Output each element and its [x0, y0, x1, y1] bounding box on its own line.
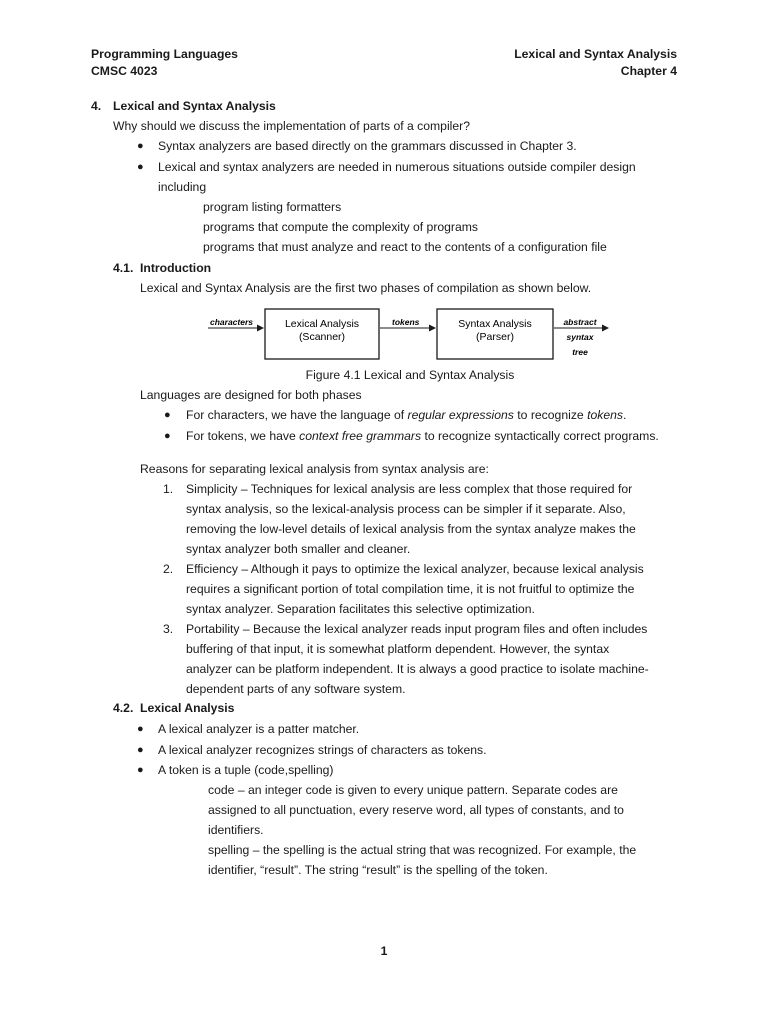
header-course-code: CMSC 4023: [91, 64, 158, 78]
phase-bullet-emphasis: tokens: [587, 408, 623, 422]
header-chapter: Chapter 4: [620, 64, 677, 78]
phase-bullet-tokens: [186, 429, 659, 444]
phase-bullet-text: .: [623, 408, 627, 422]
reason-line: syntax analysis, so the lexical-analysis process can be simpler if it separate. Also,: [186, 502, 626, 516]
token-detail-line: assigned to all punctuation, every reserve word, all types of constants, and to: [208, 803, 624, 817]
phase-bullet-text: For tokens, we have: [186, 429, 300, 443]
intro-text: Lexical and Syntax Analysis are the first two phases of compilation as shown below.: [140, 281, 592, 295]
bullet-text: Lexical and syntax analyzers are needed in numerous situations outside compiler design: [158, 160, 636, 174]
phase-bullet-text: For characters, we have the language of: [186, 408, 408, 422]
header-course-title: Programming Languages: [91, 47, 238, 61]
page-number: 1: [380, 944, 388, 958]
parser-box-title: Syntax Analysis: [458, 318, 532, 330]
bullet-icon: ●: [137, 723, 144, 735]
reason-line: Portability – Because the lexical analyzer reads input program files and often includes: [186, 622, 648, 636]
reason-line: buffering of that input, it is somewhat platform dependent. However, the syntax: [186, 642, 610, 656]
bullet-text: A lexical analyzer recognizes strings of characters as tokens.: [158, 743, 487, 757]
reason-number: 2.: [163, 562, 174, 576]
compilation-phases-diagram: [200, 308, 620, 364]
reason-number: 1.: [163, 482, 174, 496]
output-label-line2: syntax: [566, 332, 594, 342]
section-number: 4.: [91, 99, 102, 113]
reason-line: analyzer can be platform independent. It is always a good practice to isolate machine-: [186, 662, 649, 676]
reason-line: syntax analyzer both smaller and cleaner.: [186, 542, 411, 556]
subsection-title: Lexical Analysis: [140, 701, 235, 715]
parser-box-subtitle: (Parser): [476, 331, 514, 343]
bullet-icon: ●: [164, 430, 171, 442]
bullet-icon: ●: [137, 764, 144, 776]
phase-bullet-emphasis: context free grammars: [299, 429, 422, 443]
bullet-icon: ●: [164, 409, 171, 421]
output-label-line3: tree: [572, 347, 588, 357]
bullet-continuation: including: [158, 180, 207, 194]
reason-line: removing the low-level details of lexical analysis from the syntax analyze makes the: [186, 522, 636, 536]
section-title: Lexical and Syntax Analysis: [113, 99, 276, 113]
reason-number: 3.: [163, 622, 174, 636]
reasons-intro: Reasons for separating lexical analysis from syntax analysis are:: [140, 462, 489, 476]
tokens-label: tokens: [392, 317, 420, 327]
phase-bullet-characters: [186, 408, 626, 423]
phase-bullet-text: to recognize: [513, 408, 588, 422]
subsection-title: Introduction: [140, 261, 212, 275]
example-item: programs that must analyze and react to the contents of a configuration file: [203, 240, 607, 254]
example-item: program listing formatters: [203, 200, 342, 214]
phases-intro: Languages are designed for both phases: [140, 388, 362, 402]
scanner-box-subtitle: (Scanner): [298, 331, 346, 343]
reason-line: Simplicity – Techniques for lexical analysis are less complex that those required for: [186, 482, 633, 496]
subsection-number: 4.2.: [113, 701, 134, 715]
section-question: Why should we discuss the implementation of parts of a compiler?: [113, 119, 470, 133]
reason-line: syntax analyzer. Separation facilitates this selective optimization.: [186, 602, 535, 616]
bullet-icon: ●: [137, 140, 144, 152]
reason-line: dependent parts of any software system.: [186, 682, 406, 696]
reason-line: requires a significant portion of total compilation time, it is not fruitful to optimize the: [186, 582, 635, 596]
phase-bullet-emphasis: regular expressions: [407, 408, 514, 422]
header-topic: Lexical and Syntax Analysis: [514, 47, 677, 61]
bullet-icon: ●: [137, 744, 144, 756]
token-detail-line: code – an integer code is given to every unique pattern. Separate codes are: [208, 783, 618, 797]
scanner-box-title: Lexical Analysis: [284, 318, 360, 330]
phase-bullet-text: to recognize syntactically correct programs.: [421, 429, 659, 443]
token-detail-line: identifier, “result”. The string “result” is the spelling of the token.: [208, 863, 548, 877]
bullet-icon: ●: [137, 161, 144, 173]
bullet-text: A lexical analyzer is a patter matcher.: [158, 722, 360, 736]
input-label: characters: [210, 317, 254, 327]
bullet-text: A token is a tuple (code,spelling): [158, 763, 334, 777]
figure-caption: Figure 4.1 Lexical and Syntax Analysis: [305, 368, 515, 382]
token-detail-line: identifiers.: [208, 823, 264, 837]
reason-line: Efficiency – Although it pays to optimize the lexical analyzer, because lexical analysis: [186, 562, 644, 576]
token-detail-line: spelling – the spelling is the actual string that was recognized. For example, the: [208, 843, 637, 857]
bullet-text: Syntax analyzers are based directly on the grammars discussed in Chapter 3.: [158, 139, 577, 153]
example-item: programs that compute the complexity of programs: [203, 220, 479, 234]
subsection-number: 4.1.: [113, 261, 134, 275]
output-label-line1: abstract: [563, 317, 597, 327]
